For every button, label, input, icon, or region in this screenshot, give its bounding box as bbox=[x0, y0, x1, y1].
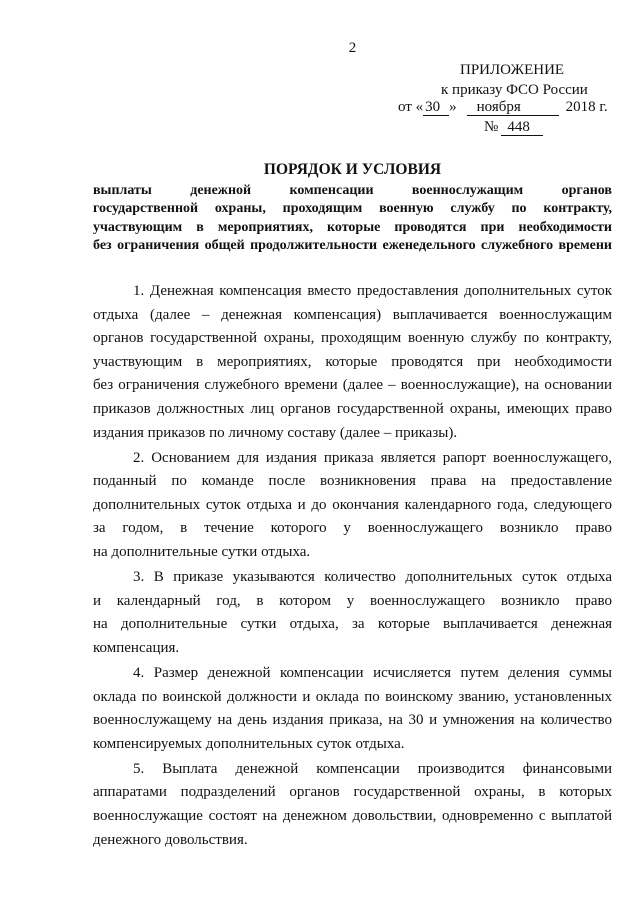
paragraph-5 bbox=[93, 758, 612, 852]
subtitle-line: участвующим в мероприятиях, которые проводятся при необходимости bbox=[93, 219, 612, 235]
subtitle-line: без ограничения общей продолжительности еженедельного служебного времени bbox=[93, 237, 612, 253]
date-year: 2018 г. bbox=[565, 99, 608, 115]
paragraph-line: 2. Основанием для издания приказа является рапорт военнослужащего, bbox=[133, 449, 612, 466]
subtitle-line: выплаты денежной компенсации военнослужащим органов bbox=[93, 183, 612, 198]
paragraph-line: издания приказов по личному составу (далее – приказы). bbox=[93, 424, 458, 441]
paragraph-line: поданный по команде после возникновения права на предоставление bbox=[93, 473, 612, 490]
date-prefix: от « bbox=[398, 99, 424, 115]
paragraph-line: денежного довольствия. bbox=[93, 831, 248, 848]
paragraph-3 bbox=[93, 566, 612, 660]
paragraph-line: 1. Денежная компенсация вместо предоставления дополнительных суток bbox=[133, 283, 612, 299]
order-date bbox=[398, 98, 608, 116]
paragraph-line: 3. В приказе указываются количество дополнительных суток отдыха bbox=[133, 569, 612, 586]
appendix-label: ПРИЛОЖЕНИЕ bbox=[460, 62, 565, 78]
page-number: 2 bbox=[348, 40, 357, 56]
number-value: 448 bbox=[501, 120, 543, 136]
document-body bbox=[93, 280, 612, 852]
paragraph-line: на дополнительные сутки отдыха, за которые выплачивается денежная bbox=[93, 616, 612, 633]
date-suffix: » bbox=[449, 99, 457, 115]
document-subtitle bbox=[93, 182, 612, 255]
paragraph-1 bbox=[93, 280, 612, 445]
paragraph-line: компенсируемых дополнительных суток отдыха. bbox=[93, 735, 405, 752]
order-number bbox=[484, 118, 543, 136]
paragraph-line: за годом, в течение которого у военнослужащего возникло право bbox=[93, 520, 612, 537]
subtitle-line: государственной охраны, проходящим военную службу по контракту, bbox=[93, 201, 612, 217]
number-sign: № bbox=[484, 119, 499, 135]
paragraph-line: компенсация. bbox=[93, 639, 180, 656]
paragraph-line: отдыха (далее – денежная компенсация) выплачивается военнослужащим bbox=[93, 306, 612, 323]
paragraph-line: органов государственной охраны, проходящим военную службу по контракту, bbox=[93, 330, 612, 347]
date-month: ноября bbox=[467, 100, 559, 116]
paragraph-line: 5. Выплата денежной компенсации производится финансовыми bbox=[133, 760, 612, 777]
paragraph-line: военнослужащему на день издания приказа, на 30 и умножения на количество bbox=[93, 712, 612, 729]
paragraph-line: аппаратами подразделений органов государственной охраны, в которых bbox=[93, 784, 612, 801]
paragraph-line: без ограничения служебного времени (далее – военнослужащие), на основании bbox=[93, 377, 612, 394]
document-title: ПОРЯДОК И УСЛОВИЯ bbox=[263, 161, 442, 178]
paragraph-line: военнослужащие состоят на денежном довольствии, одновременно с выплатой bbox=[93, 808, 612, 825]
paragraph-2 bbox=[93, 447, 612, 565]
paragraph-4 bbox=[93, 662, 612, 756]
paragraph-line: дополнительных суток отдыха и до окончания календарного года, следующего bbox=[93, 496, 612, 513]
paragraph-line: 4. Размер денежной компенсации исчисляется путем деления суммы bbox=[133, 665, 612, 681]
paragraph-line: и календарный год, в котором у военнослужащего возникло право bbox=[93, 592, 612, 609]
order-reference: к приказу ФСО России bbox=[441, 82, 588, 98]
paragraph-line: на дополнительные сутки отдыха. bbox=[93, 544, 311, 561]
paragraph-line: участвующим в мероприятиях, которые проводятся при необходимости bbox=[93, 353, 612, 370]
paragraph-line: приказов должностных лиц органов государственной охраны, имеющих право bbox=[93, 400, 612, 417]
paragraph-line: оклада по воинской должности и оклада по воинскому званию, установленных bbox=[93, 688, 612, 705]
date-day: 30 bbox=[423, 100, 449, 116]
